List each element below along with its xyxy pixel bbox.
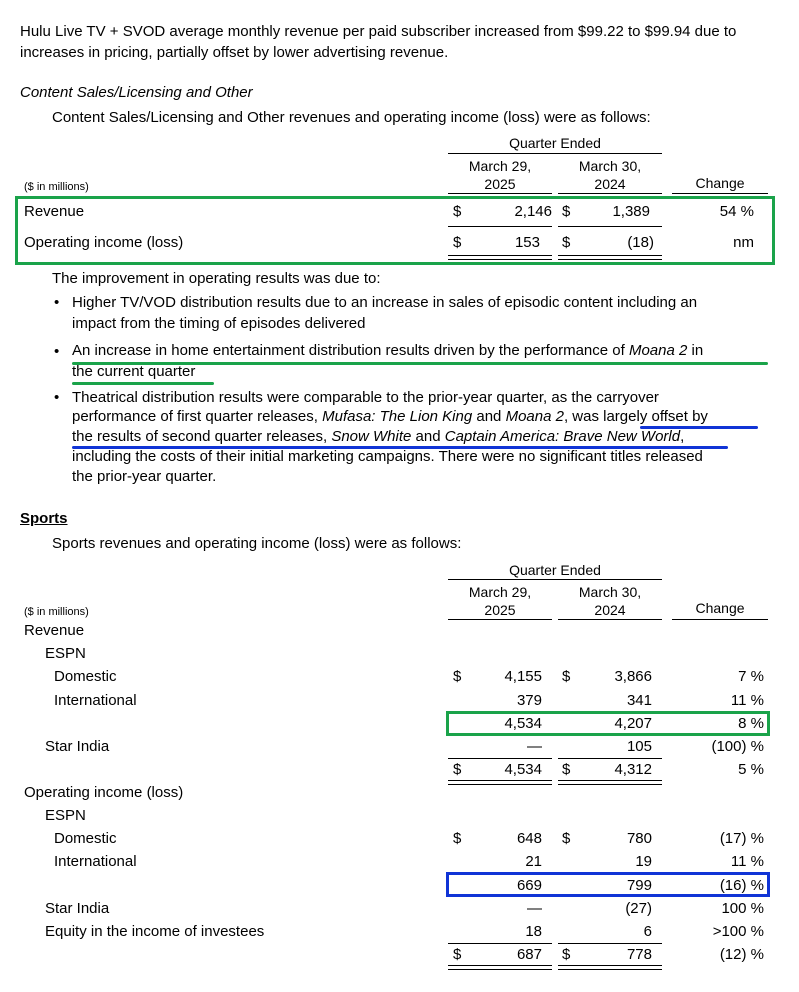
value-2024: 19	[635, 853, 652, 870]
total-rule	[448, 758, 552, 759]
value-2024: 341	[626, 692, 652, 709]
operating-income-label: Operating income (loss)	[24, 784, 184, 801]
change-value: 7 %	[738, 668, 764, 685]
value-2025: 21	[525, 853, 542, 870]
bullet-2-line-1: An increase in home entertainment distribution results driven by the performance of Moana 2 in	[72, 342, 704, 359]
bullet-3-line-2: performance of first quarter releases, Mufasa: The Lion King and Moana 2, was largely offset by	[72, 408, 708, 425]
currency-symbol: $	[453, 203, 462, 220]
col2-header-rule	[558, 619, 662, 620]
value-2024: 6	[643, 923, 652, 940]
total-double-rule	[448, 780, 552, 785]
value-2024: 3,866	[614, 668, 652, 685]
section-heading-content-sales: Content Sales/Licensing and Other	[20, 84, 253, 101]
total-double-rule	[448, 965, 552, 970]
value-2024: (18)	[627, 234, 654, 251]
row-label: Operating income (loss)	[24, 234, 184, 251]
currency-symbol: $	[453, 761, 462, 778]
change-header: Change	[695, 600, 745, 616]
value-2024: 4,312	[614, 761, 652, 778]
bullet-1-line-1: Higher TV/VOD distribution results due to an increase in sales of episodic content including an	[72, 294, 698, 311]
bullet-3-line-4: including the costs of their initial marketing campaigns. There were no significant titles released	[72, 448, 703, 465]
value-2025: 4,155	[504, 668, 542, 685]
currency-symbol: $	[453, 234, 462, 251]
change-value: 8 %	[738, 715, 764, 732]
currency-symbol: $	[453, 946, 462, 963]
value-2024: 1,389	[612, 203, 650, 220]
change-header-rule	[672, 193, 768, 194]
value-2024: 105	[626, 738, 652, 755]
row-label: Star India	[45, 738, 110, 755]
section-heading-sports: Sports	[20, 510, 68, 527]
value-2025: 669	[516, 877, 542, 894]
bullet-1-line-2: impact from the timing of episodes delivered	[72, 315, 366, 332]
change-value: nm	[733, 234, 754, 251]
col2-header: March 30, 2024	[578, 158, 642, 192]
col2-header-rule	[558, 193, 662, 194]
espn-label: ESPN	[45, 645, 86, 662]
total-double-rule	[558, 780, 662, 785]
total-rule	[558, 943, 662, 944]
value-2025: —	[527, 738, 542, 755]
row-label: Domestic	[54, 668, 117, 685]
change-value: (16) %	[719, 877, 764, 894]
units-label: ($ in millions)	[24, 181, 89, 193]
bullet-3-line-3: the results of second quarter releases, Snow White and Captain America: Brave New World,	[72, 428, 685, 445]
value-2024: (27)	[625, 900, 652, 917]
change-value: >100 %	[712, 923, 764, 940]
value-2024: 4,207	[614, 715, 652, 732]
value-2025: 687	[516, 946, 542, 963]
currency-symbol: $	[562, 668, 571, 685]
col1-header-rule	[448, 193, 552, 194]
value-2024: 778	[626, 946, 652, 963]
change-value: 11 %	[730, 853, 764, 870]
highlight-box-blue	[446, 872, 770, 897]
value-2025: 153	[514, 234, 540, 251]
value-2024: 780	[626, 830, 652, 847]
results-intro: The improvement in operating results was due to:	[52, 270, 381, 287]
blue-underline	[72, 446, 728, 449]
blue-underline	[640, 426, 758, 429]
green-underline	[72, 362, 768, 365]
value-2025: 379	[516, 692, 542, 709]
currency-symbol: $	[562, 234, 571, 251]
change-value: (12) %	[719, 946, 764, 963]
highlight-box-green	[446, 711, 770, 736]
intro-paragraph: Hulu Live TV + SVOD average monthly revenue per paid subscriber increased from $99.22 to $99.94 due to increases in pricing, partially offset by lower advertising revenue.	[20, 23, 737, 61]
espn-label: ESPN	[45, 807, 86, 824]
col1-header: March 29, 2025	[468, 584, 532, 618]
units-label: ($ in millions)	[24, 606, 89, 618]
row-label: Star India	[45, 900, 110, 917]
currency-symbol: $	[562, 946, 571, 963]
currency-symbol: $	[562, 761, 571, 778]
change-header-rule	[672, 619, 768, 620]
bullet-icon: •	[54, 294, 60, 311]
total-rule	[558, 758, 662, 759]
bullet-2-line-2: the current quarter	[72, 363, 196, 380]
change-value: 11 %	[730, 692, 764, 709]
col2-header: March 30, 2024	[578, 584, 642, 618]
green-underline	[72, 382, 214, 385]
sports-lead: Sports revenues and operating income (loss) were as follows:	[52, 535, 462, 552]
col1-header: March 29, 2025	[468, 158, 532, 192]
total-double-rule	[558, 965, 662, 970]
quarter-ended-header: Quarter Ended	[509, 135, 601, 151]
bullet-icon: •	[54, 389, 60, 406]
quarter-ended-header: Quarter Ended	[509, 562, 601, 578]
value-2025: 2,146	[514, 203, 552, 220]
currency-symbol: $	[453, 830, 462, 847]
header-rule	[448, 579, 662, 580]
row-label: International	[54, 853, 137, 870]
change-value: (100) %	[711, 738, 764, 755]
change-value: 5 %	[738, 761, 764, 778]
change-value: (17) %	[719, 830, 764, 847]
revenue-label: Revenue	[24, 622, 85, 639]
bullet-3-line-1: Theatrical distribution results were comparable to the prior-year quarter, as the carryover	[72, 389, 659, 406]
highlight-box-green	[15, 196, 775, 265]
change-value: 54 %	[719, 203, 754, 220]
bullet-icon: •	[54, 343, 60, 360]
value-2025: 648	[516, 830, 542, 847]
content-sales-lead: Content Sales/Licensing and Other revenues and operating income (loss) were as follows:	[52, 109, 651, 126]
change-header: Change	[695, 175, 745, 191]
row-label: Revenue	[24, 203, 85, 220]
value-2025: —	[527, 900, 542, 917]
value-2025: 4,534	[504, 715, 542, 732]
header-rule	[448, 153, 662, 154]
row-label: International	[54, 692, 137, 709]
value-2024: 799	[626, 877, 652, 894]
row-label: Domestic	[54, 830, 117, 847]
col1-header-rule	[448, 619, 552, 620]
currency-symbol: $	[562, 203, 571, 220]
value-2025: 4,534	[504, 761, 542, 778]
value-2025: 18	[525, 923, 542, 940]
total-rule	[448, 943, 552, 944]
currency-symbol: $	[562, 830, 571, 847]
currency-symbol: $	[453, 668, 462, 685]
row-label: Equity in the income of investees	[45, 923, 265, 940]
change-value: 100 %	[721, 900, 764, 917]
bullet-3-line-5: the prior-year quarter.	[72, 468, 217, 485]
